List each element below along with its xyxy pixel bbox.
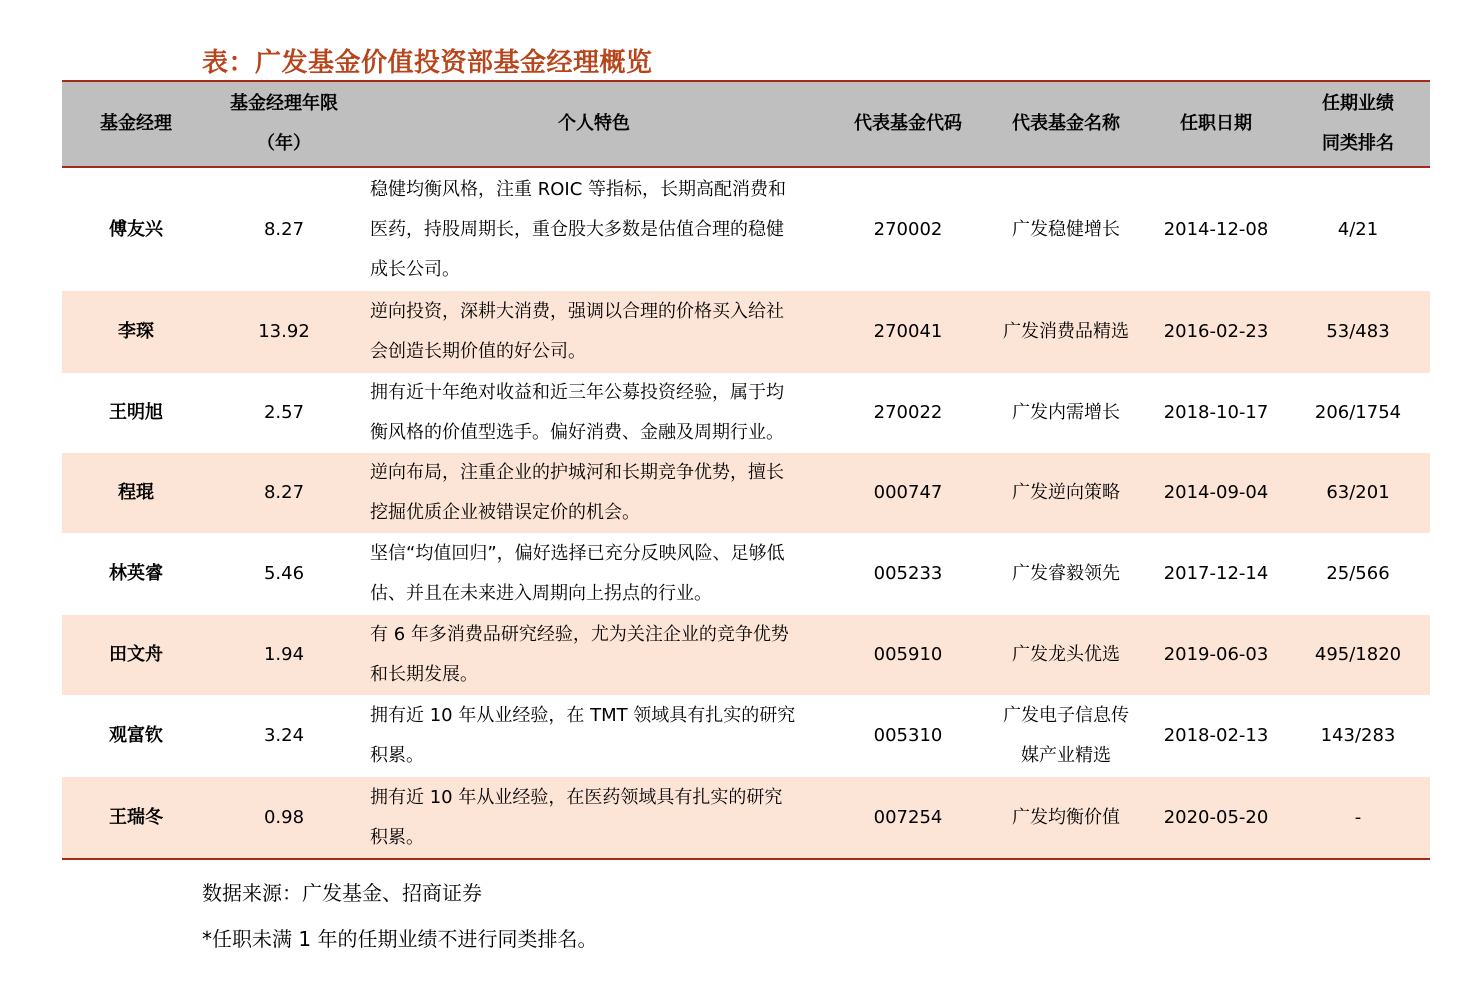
manager-name: 观富钦	[109, 725, 163, 746]
fund-name-line: 广发均衡价值	[1012, 806, 1120, 828]
header-years-line2: （年）	[257, 133, 311, 154]
table-row	[62, 533, 1430, 615]
fund-name	[986, 291, 1146, 373]
start-date: 2018-10-17	[1163, 402, 1269, 423]
peer-rank: 53/483	[1326, 321, 1390, 342]
fund-name	[986, 695, 1146, 777]
features-line: 积累。	[370, 745, 424, 766]
fund-name	[986, 373, 1146, 453]
peer-rank: 206/1754	[1314, 402, 1402, 423]
table-header-row	[62, 81, 1430, 167]
manager-name: 林英睿	[109, 563, 163, 584]
start-date: 2016-02-23	[1163, 321, 1269, 342]
fund-code: 270022	[873, 402, 943, 423]
peer-rank: 63/201	[1326, 482, 1390, 503]
table-row	[62, 777, 1430, 859]
manager-features	[358, 291, 830, 373]
fund-code: 005910	[873, 644, 943, 665]
header-rank-line1: 任期业绩	[1322, 93, 1394, 114]
fund-code: 007254	[830, 777, 986, 859]
header-manager: 基金经理	[62, 81, 210, 167]
manager-name: 傅友兴	[109, 218, 163, 240]
manager-name: 田文舟	[109, 644, 163, 665]
peer-rank: 143/283	[1320, 725, 1396, 746]
start-date: 2019-06-03	[1163, 644, 1269, 665]
fund-name-line: 媒产业精选	[1021, 745, 1111, 766]
start-date: 2014-12-08	[1163, 218, 1269, 240]
peer-rank: 495/1820	[1314, 644, 1402, 665]
fund-code: 270041	[873, 321, 943, 342]
manager-features	[358, 167, 830, 291]
features-line: 医药，持股周期长，重仓股大多数是估值合理的稳健	[370, 218, 784, 240]
header-code: 代表基金代码	[830, 81, 986, 167]
table-title: 表：广发基金价值投资部基金经理概览	[202, 48, 653, 78]
start-date: 2017-12-14	[1163, 563, 1269, 584]
table-row	[62, 291, 1430, 373]
features-line: 成长公司。	[370, 258, 460, 280]
features-line: 会创造长期价值的好公司。	[370, 341, 586, 362]
manager-features	[358, 615, 830, 695]
fund-name	[986, 615, 1146, 695]
fund-name-line: 广发稳健增长	[1012, 218, 1120, 240]
features-line: 拥有近十年绝对收益和近三年公募投资经验，属于均	[370, 382, 784, 403]
manager-years: 5.46	[263, 563, 305, 584]
header-years	[210, 81, 358, 167]
manager-years: 8.27	[263, 218, 305, 240]
header-years-line1: 基金经理年限	[230, 93, 338, 114]
features-line: 稳健均衡风格，注重 ROIC 等指标，长期高配消费和	[370, 178, 786, 200]
features-line: 积累。	[370, 826, 424, 848]
manager-features	[358, 453, 830, 533]
table-body	[62, 167, 1430, 859]
peer-rank: 4/21	[1337, 218, 1379, 240]
start-date: 2018-02-13	[1163, 725, 1269, 746]
fund-code: 000747	[873, 482, 943, 503]
fund-name	[986, 453, 1146, 533]
features-line: 衡风格的价值型选手。偏好消费、金融及周期行业。	[370, 422, 784, 443]
notes	[202, 870, 597, 962]
header-fund-name: 代表基金名称	[986, 81, 1146, 167]
source-note: 数据来源：广发基金、招商证券	[202, 881, 482, 905]
fund-name	[986, 167, 1146, 291]
header-start-date: 任职日期	[1146, 81, 1286, 167]
peer-rank: 25/566	[1326, 563, 1390, 584]
features-line: 逆向投资，深耕大消费，强调以合理的价格买入给社	[370, 301, 784, 322]
manager-features	[358, 777, 830, 859]
start-date: 2014-09-04	[1163, 482, 1269, 503]
manager-features	[358, 695, 830, 777]
features-line: 拥有近 10 年从业经验，在医药领域具有扎实的研究	[370, 786, 783, 808]
features-line: 拥有近 10 年从业经验，在 TMT 领域具有扎实的研究	[370, 705, 796, 726]
fund-code: 270002	[873, 218, 943, 240]
manager-years: 3.24	[263, 725, 305, 746]
start-date: 2020-05-20	[1146, 777, 1286, 859]
table-row	[62, 453, 1430, 533]
fund-code: 005310	[873, 725, 943, 746]
manager-years: 2.57	[263, 402, 305, 423]
manager-name: 王明旭	[109, 402, 163, 423]
manager-features	[358, 533, 830, 615]
fund-name	[986, 533, 1146, 615]
fund-name-line: 广发睿毅领先	[1012, 563, 1120, 584]
footnote: *任职未满 1 年的任期业绩不进行同类排名。	[202, 927, 598, 951]
fund-name-line: 广发消费品精选	[1003, 321, 1129, 342]
table-row	[62, 695, 1430, 777]
manager-years: 8.27	[263, 482, 305, 503]
table-row	[62, 615, 1430, 695]
features-line: 估、并且在未来进入周期向上拐点的行业。	[370, 583, 712, 604]
peer-rank: -	[1286, 777, 1430, 859]
features-line: 有 6 年多消费品研究经验，尤为关注企业的竞争优势	[370, 624, 789, 645]
fund-manager-table	[62, 80, 1430, 860]
fund-name-line: 广发电子信息传	[1003, 705, 1129, 726]
table-row	[62, 167, 1430, 291]
manager-name: 王瑞冬	[62, 777, 210, 859]
header-rank	[1286, 81, 1430, 167]
fund-code: 005233	[873, 563, 943, 584]
fund-name	[986, 777, 1146, 859]
features-line: 挖掘优质企业被错误定价的机会。	[370, 502, 640, 523]
fund-name-line: 广发龙头优选	[1012, 644, 1120, 665]
manager-features	[358, 373, 830, 453]
features-line: 坚信“均值回归”，偏好选择已充分反映风险、足够低	[370, 543, 785, 564]
features-line: 逆向布局，注重企业的护城河和长期竞争优势，擅长	[370, 462, 784, 483]
manager-years: 13.92	[258, 321, 310, 342]
features-line: 和长期发展。	[370, 664, 478, 685]
manager-years: 1.94	[263, 644, 305, 665]
header-rank-line2: 同类排名	[1322, 133, 1394, 154]
manager-name: 李琛	[118, 321, 154, 342]
manager-years: 0.98	[210, 777, 358, 859]
manager-name: 程琨	[118, 482, 154, 503]
fund-name-line: 广发内需增长	[1012, 402, 1120, 423]
table-row	[62, 373, 1430, 453]
fund-name-line: 广发逆向策略	[1012, 482, 1120, 503]
header-features: 个人特色	[358, 81, 830, 167]
